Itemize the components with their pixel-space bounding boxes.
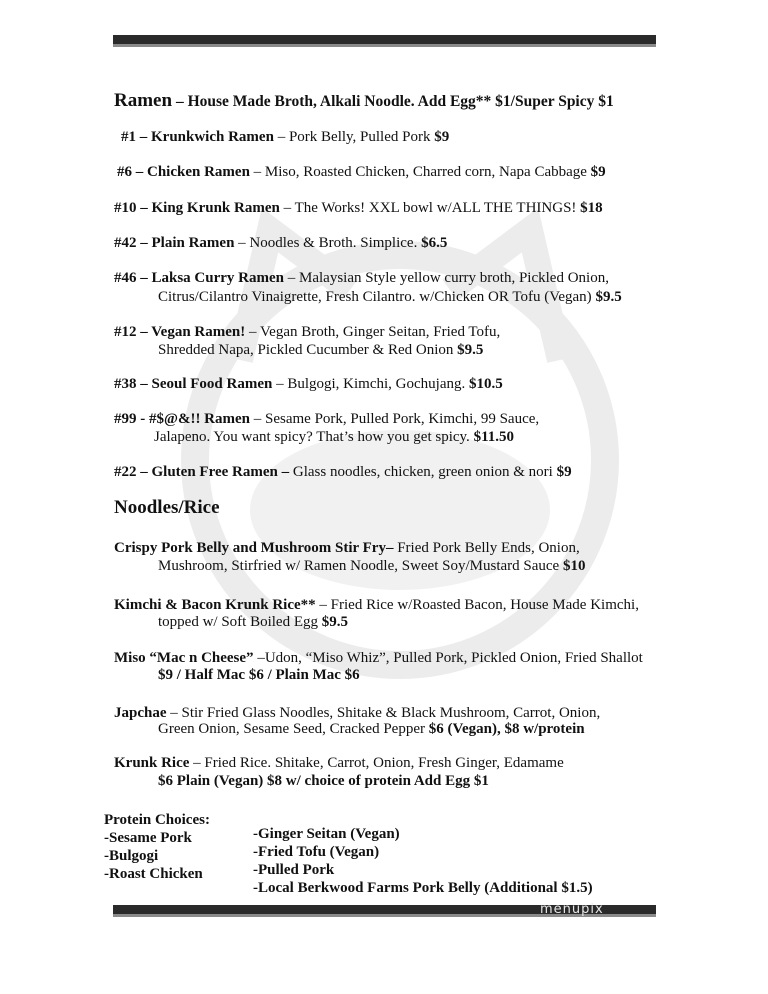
menu-item-cont: $9 / Half Mac $6 / Plain Mac $6 [158, 667, 360, 683]
top-divider [113, 35, 656, 44]
protein-choice: -Fried Tofu (Vegan) [253, 844, 380, 860]
menu-item: Krunk Rice – Fried Rice. Shitake, Carrot, Onion, Fresh Ginger, Edamame [114, 755, 564, 771]
protein-choice: -Ginger Seitan (Vegan) [253, 826, 400, 842]
menu-item: #1 – Krunkwich Ramen – Pork Belly, Pulled Pork $9 [121, 129, 450, 145]
menu-item: #12 – Vegan Ramen! – Vegan Broth, Ginger Seitan, Fried Tofu, [114, 324, 501, 340]
menupix-watermark: menupix [540, 902, 604, 917]
menu-item-cont: Citrus/Cilantro Vinaigrette, Fresh Cilantro. w/Chicken OR Tofu (Vegan) $9.5 [158, 289, 622, 305]
protein-heading: Protein Choices: [104, 812, 210, 828]
protein-choice: -Sesame Pork [104, 830, 192, 846]
menu-item: #42 – Plain Ramen – Noodles & Broth. Simplice. $6.5 [114, 235, 448, 251]
noodles-heading: Noodles/Rice [114, 497, 220, 518]
protein-choice: -Pulled Pork [253, 862, 335, 878]
protein-choice: -Local Berkwood Farms Pork Belly (Additional $1.5) [253, 880, 593, 896]
menu-item-cont: Jalapeno. You want spicy? That’s how you get spicy. $11.50 [154, 429, 514, 445]
menu-item-cont: Mushroom, Stirfried w/ Ramen Noodle, Sweet Soy/Mustard Sauce $10 [158, 558, 586, 574]
menu-item: #22 – Gluten Free Ramen – Glass noodles, chicken, green onion & nori $9 [114, 464, 572, 480]
menu-item: #38 – Seoul Food Ramen – Bulgogi, Kimchi, Gochujang. $10.5 [114, 376, 503, 392]
menu-item: Japchae – Stir Fried Glass Noodles, Shitake & Black Mushroom, Carrot, Onion, [114, 705, 601, 721]
protein-choice: -Bulgogi [104, 848, 159, 864]
menu-item-cont: Shredded Napa, Pickled Cucumber & Red Onion $9.5 [158, 342, 484, 358]
menu-item: #99 - #$@&!! Ramen – Sesame Pork, Pulled Pork, Kimchi, 99 Sauce, [114, 411, 540, 427]
protein-choice: -Roast Chicken [104, 866, 203, 882]
menu-item: #46 – Laksa Curry Ramen – Malaysian Style yellow curry broth, Pickled Onion, [114, 270, 609, 286]
menu-item: Crispy Pork Belly and Mushroom Stir Fry– Fried Pork Belly Ends, Onion, [114, 540, 580, 556]
menu-item: #10 – King Krunk Ramen – The Works! XXL bowl w/ALL THE THINGS! $18 [114, 200, 603, 216]
ramen-heading: Ramen – House Made Broth, Alkali Noodle. Add Egg** $1/Super Spicy $1 [114, 90, 614, 111]
menu-item: #6 – Chicken Ramen – Miso, Roasted Chicken, Charred corn, Napa Cabbage $9 [117, 164, 606, 180]
menu-item-cont: topped w/ Soft Boiled Egg $9.5 [158, 614, 348, 630]
menu-item: Kimchi & Bacon Krunk Rice** – Fried Rice w/Roasted Bacon, House Made Kimchi, [114, 597, 639, 613]
menu-item-cont: Green Onion, Sesame Seed, Cracked Pepper $6 (Vegan), $8 w/protein [158, 721, 585, 737]
menu-item: Miso “Mac n Cheese” –Udon, “Miso Whiz”, Pulled Pork, Pickled Onion, Fried Shallot [114, 650, 643, 666]
menu-item-cont: $6 Plain (Vegan) $8 w/ choice of protein Add Egg $1 [158, 773, 489, 789]
